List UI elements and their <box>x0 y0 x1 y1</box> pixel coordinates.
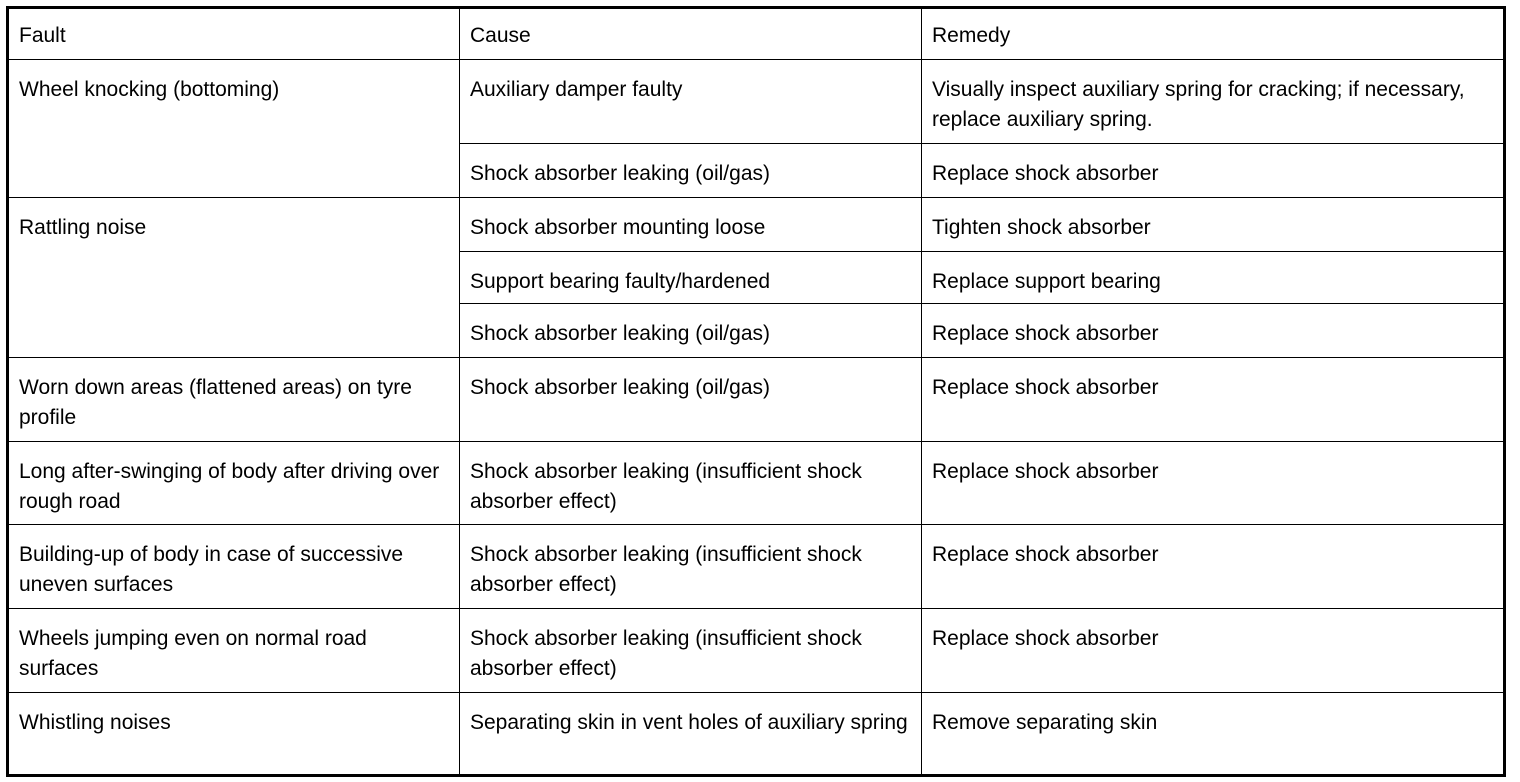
cause-cell: Shock absorber leaking (insufficient shock absorber effect) <box>460 525 922 609</box>
cause-cell: Shock absorber mounting loose <box>460 198 922 252</box>
table-row <box>8 442 1505 525</box>
cause-cell: Separating skin in vent holes of auxiliary spring <box>460 693 922 776</box>
table-row <box>8 198 1505 252</box>
remedy-cell: Replace shock absorber <box>922 442 1505 525</box>
table-row <box>8 693 1505 776</box>
fault-cell: Worn down areas (flattened areas) on tyre profile <box>8 358 460 442</box>
remedy-cell: Replace shock absorber <box>922 304 1505 358</box>
table-header-row <box>8 8 1505 60</box>
table-row <box>8 358 1505 442</box>
table-row <box>8 525 1505 609</box>
fault-cell: Wheels jumping even on normal road surfaces <box>8 609 460 693</box>
fault-cell: Building-up of body in case of successive uneven surfaces <box>8 525 460 609</box>
cause-cell: Shock absorber leaking (oil/gas) <box>460 358 922 442</box>
table-row <box>8 60 1505 144</box>
remedy-cell: Replace shock absorber <box>922 525 1505 609</box>
cause-cell: Support bearing faulty/hardened <box>460 252 922 304</box>
remedy-cell: Replace support bearing <box>922 252 1505 304</box>
fault-table <box>6 6 1506 777</box>
header-cause: Cause <box>460 8 922 60</box>
remedy-cell: Replace shock absorber <box>922 144 1505 198</box>
fault-cell: Rattling noise <box>8 198 460 358</box>
header-remedy: Remedy <box>922 8 1505 60</box>
table-row <box>8 609 1505 693</box>
remedy-cell: Visually inspect auxiliary spring for cracking; if necessary, replace auxiliary spring. <box>922 60 1505 144</box>
remedy-cell: Tighten shock absorber <box>922 198 1505 252</box>
header-fault: Fault <box>8 8 460 60</box>
cause-cell: Shock absorber leaking (oil/gas) <box>460 144 922 198</box>
cause-cell: Shock absorber leaking (insufficient shock absorber effect) <box>460 442 922 525</box>
remedy-cell: Replace shock absorber <box>922 609 1505 693</box>
cause-cell: Shock absorber leaking (oil/gas) <box>460 304 922 358</box>
cause-cell: Shock absorber leaking (insufficient shock absorber effect) <box>460 609 922 693</box>
cause-cell: Auxiliary damper faulty <box>460 60 922 144</box>
remedy-cell: Remove separating skin <box>922 693 1505 776</box>
fault-cell: Whistling noises <box>8 693 460 776</box>
fault-cell: Wheel knocking (bottoming) <box>8 60 460 198</box>
remedy-cell: Replace shock absorber <box>922 358 1505 442</box>
fault-cell: Long after-swinging of body after driving over rough road <box>8 442 460 525</box>
